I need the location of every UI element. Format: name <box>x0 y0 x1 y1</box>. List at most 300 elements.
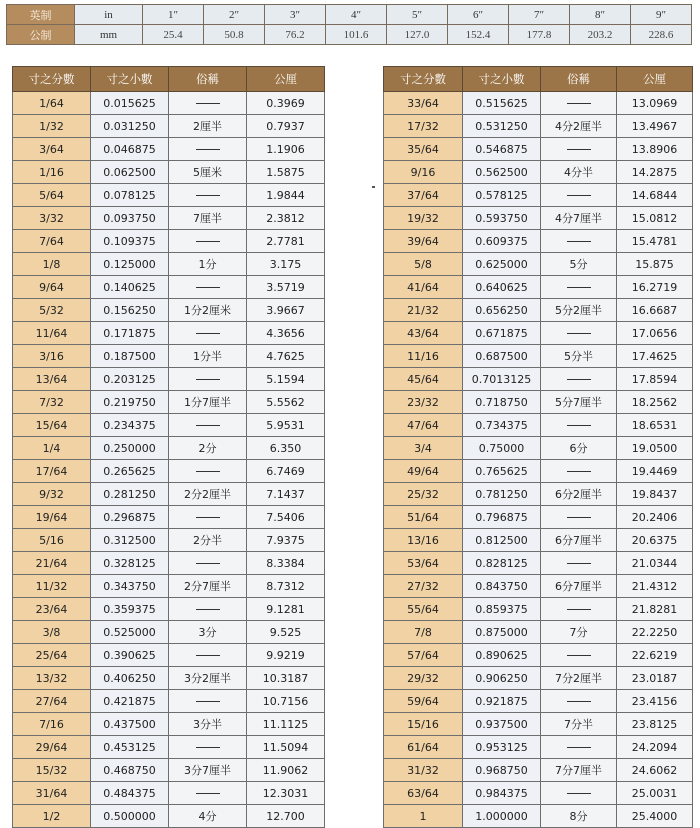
dash-mark <box>196 563 220 564</box>
common-name-cell: 1分 <box>169 253 247 276</box>
table-row <box>13 92 325 115</box>
decimal-cell: 0.906250 <box>463 667 541 690</box>
millimeter-cell: 8.7312 <box>247 575 325 598</box>
dash-mark <box>567 287 591 288</box>
fraction-cell: 1/8 <box>13 253 91 276</box>
dash-mark <box>196 471 220 472</box>
table-row <box>384 598 693 621</box>
mm-value: 76.2 <box>265 25 326 45</box>
table-row <box>384 299 693 322</box>
decimal-cell: 0.500000 <box>91 805 169 828</box>
table-row <box>384 506 693 529</box>
millimeter-cell: 18.6531 <box>617 414 693 437</box>
decimal-cell: 0.406250 <box>91 667 169 690</box>
fraction-cell: 43/64 <box>384 322 463 345</box>
common-name-cell <box>169 644 247 667</box>
fraction-cell: 25/64 <box>13 644 91 667</box>
stray-mark <box>372 186 375 188</box>
header-common-name: 俗稱 <box>541 67 617 92</box>
millimeter-cell: 23.4156 <box>617 690 693 713</box>
common-name-cell <box>169 276 247 299</box>
common-name-cell: 5分7厘半 <box>541 391 617 414</box>
common-name-cell: 7分2厘半 <box>541 667 617 690</box>
common-name-cell <box>169 690 247 713</box>
decimal-cell: 0.203125 <box>91 368 169 391</box>
fraction-cell: 15/64 <box>13 414 91 437</box>
decimal-cell: 0.921875 <box>463 690 541 713</box>
dash-mark <box>196 655 220 656</box>
table-row <box>384 529 693 552</box>
table-row <box>13 368 325 391</box>
fraction-cell: 11/32 <box>13 575 91 598</box>
common-name-cell: 1分2厘米 <box>169 299 247 322</box>
millimeter-cell: 11.9062 <box>247 759 325 782</box>
decimal-cell: 0.562500 <box>463 161 541 184</box>
decimal-cell: 0.281250 <box>91 483 169 506</box>
dash-mark <box>567 333 591 334</box>
common-name-cell: 6分 <box>541 437 617 460</box>
millimeter-cell: 7.5406 <box>247 506 325 529</box>
fraction-cell: 3/16 <box>13 345 91 368</box>
common-name-cell: 6分7厘半 <box>541 575 617 598</box>
millimeter-cell: 15.4781 <box>617 230 693 253</box>
decimal-cell: 0.515625 <box>463 92 541 115</box>
common-name-cell: 5厘米 <box>169 161 247 184</box>
fraction-cell: 33/64 <box>384 92 463 115</box>
decimal-cell: 0.312500 <box>91 529 169 552</box>
table-row <box>13 552 325 575</box>
fraction-cell: 21/32 <box>384 299 463 322</box>
millimeter-cell: 6.350 <box>247 437 325 460</box>
fraction-cell: 23/32 <box>384 391 463 414</box>
decimal-cell: 0.828125 <box>463 552 541 575</box>
millimeter-cell: 17.4625 <box>617 345 693 368</box>
millimeter-cell: 5.1594 <box>247 368 325 391</box>
millimeter-cell: 21.4312 <box>617 575 693 598</box>
decimal-cell: 0.937500 <box>463 713 541 736</box>
decimal-cell: 0.890625 <box>463 644 541 667</box>
fraction-cell: 5/8 <box>384 253 463 276</box>
dash-mark <box>567 241 591 242</box>
table-header-row <box>384 67 693 92</box>
decimal-cell: 0.343750 <box>91 575 169 598</box>
millimeter-cell: 19.0500 <box>617 437 693 460</box>
common-name-cell <box>541 552 617 575</box>
decimal-cell: 0.953125 <box>463 736 541 759</box>
common-name-cell: 5分半 <box>541 345 617 368</box>
header-millimeter: 公厘 <box>617 67 693 92</box>
millimeter-cell: 8.3384 <box>247 552 325 575</box>
millimeter-cell: 25.0031 <box>617 782 693 805</box>
table-row <box>384 460 693 483</box>
decimal-cell: 0.468750 <box>91 759 169 782</box>
table-row <box>13 644 325 667</box>
millimeter-cell: 7.1437 <box>247 483 325 506</box>
millimeter-cell: 2.7781 <box>247 230 325 253</box>
millimeter-cell: 24.6062 <box>617 759 693 782</box>
table-row <box>13 437 325 460</box>
table-row <box>13 345 325 368</box>
table-row <box>13 483 325 506</box>
fraction-cell: 17/64 <box>13 460 91 483</box>
common-name-cell <box>541 690 617 713</box>
fraction-cell: 17/32 <box>384 115 463 138</box>
inch-value: 4″ <box>326 5 387 25</box>
header-millimeter: 公厘 <box>247 67 325 92</box>
millimeter-cell: 21.8281 <box>617 598 693 621</box>
millimeter-cell: 13.0969 <box>617 92 693 115</box>
decimal-cell: 0.968750 <box>463 759 541 782</box>
decimal-cell: 0.625000 <box>463 253 541 276</box>
common-name-cell <box>169 138 247 161</box>
table-row <box>384 276 693 299</box>
table-row <box>384 759 693 782</box>
millimeter-cell: 25.4000 <box>617 805 693 828</box>
millimeter-cell: 24.2094 <box>617 736 693 759</box>
common-name-cell <box>541 322 617 345</box>
common-name-cell: 6分2厘半 <box>541 483 617 506</box>
dash-mark <box>567 195 591 196</box>
inch-value: 1″ <box>143 5 204 25</box>
common-name-cell: 2厘半 <box>169 115 247 138</box>
mm-value: 50.8 <box>204 25 265 45</box>
table-row <box>384 667 693 690</box>
millimeter-cell: 16.6687 <box>617 299 693 322</box>
dash-mark <box>196 149 220 150</box>
fraction-cell: 27/32 <box>384 575 463 598</box>
fraction-cell: 13/64 <box>13 368 91 391</box>
table-row <box>384 322 693 345</box>
millimeter-cell: 17.8594 <box>617 368 693 391</box>
fraction-cell: 9/32 <box>13 483 91 506</box>
decimal-cell: 0.265625 <box>91 460 169 483</box>
common-name-cell <box>169 506 247 529</box>
table-row <box>384 230 693 253</box>
inch-unit: in <box>75 5 143 25</box>
mm-value: 25.4 <box>143 25 204 45</box>
table-row <box>384 805 693 828</box>
fraction-cell: 37/64 <box>384 184 463 207</box>
common-name-cell <box>541 782 617 805</box>
fraction-cell: 63/64 <box>384 782 463 805</box>
fraction-cell: 27/64 <box>13 690 91 713</box>
fraction-cell: 7/16 <box>13 713 91 736</box>
decimal-cell: 0.7013125 <box>463 368 541 391</box>
inch-row <box>7 5 692 25</box>
decimal-cell: 0.296875 <box>91 506 169 529</box>
millimeter-cell: 5.5562 <box>247 391 325 414</box>
fraction-cell: 49/64 <box>384 460 463 483</box>
millimeter-cell: 9.1281 <box>247 598 325 621</box>
fraction-cell: 3/64 <box>13 138 91 161</box>
decimal-cell: 0.156250 <box>91 299 169 322</box>
header-decimal: 寸之小數 <box>463 67 541 92</box>
common-name-cell: 2分2厘半 <box>169 483 247 506</box>
common-name-cell <box>541 598 617 621</box>
decimal-cell: 0.359375 <box>91 598 169 621</box>
table-row <box>384 782 693 805</box>
millimeter-cell: 9.9219 <box>247 644 325 667</box>
decimal-cell: 0.671875 <box>463 322 541 345</box>
table-row <box>384 115 693 138</box>
millimeter-cell: 4.3656 <box>247 322 325 345</box>
table-row <box>384 690 693 713</box>
fraction-cell: 5/32 <box>13 299 91 322</box>
decimal-cell: 0.015625 <box>91 92 169 115</box>
millimeter-cell: 19.8437 <box>617 483 693 506</box>
millimeter-cell: 23.0187 <box>617 667 693 690</box>
millimeter-cell: 1.1906 <box>247 138 325 161</box>
dash-mark <box>567 103 591 104</box>
table-row <box>13 115 325 138</box>
decimal-cell: 0.812500 <box>463 529 541 552</box>
decimal-cell: 0.531250 <box>463 115 541 138</box>
table-row <box>13 598 325 621</box>
fraction-cell: 31/64 <box>13 782 91 805</box>
mm-value: 152.4 <box>448 25 509 45</box>
dash-mark <box>567 701 591 702</box>
dash-mark <box>196 333 220 334</box>
common-name-cell <box>541 414 617 437</box>
table-row <box>384 621 693 644</box>
common-name-cell: 1分7厘半 <box>169 391 247 414</box>
millimeter-cell: 2.3812 <box>247 207 325 230</box>
fraction-cell: 11/16 <box>384 345 463 368</box>
fraction-cell: 19/32 <box>384 207 463 230</box>
table-row <box>13 621 325 644</box>
fraction-cell: 57/64 <box>384 644 463 667</box>
dash-mark <box>196 241 220 242</box>
table-row <box>13 759 325 782</box>
common-name-cell <box>541 138 617 161</box>
common-name-cell <box>169 460 247 483</box>
common-name-cell: 7分7厘半 <box>541 759 617 782</box>
decimal-cell: 0.109375 <box>91 230 169 253</box>
fraction-cell: 53/64 <box>384 552 463 575</box>
decimal-cell: 0.078125 <box>91 184 169 207</box>
header-common-name: 俗稱 <box>169 67 247 92</box>
millimeter-cell: 3.175 <box>247 253 325 276</box>
table-row <box>13 805 325 828</box>
common-name-cell <box>169 322 247 345</box>
millimeter-cell: 19.4469 <box>617 460 693 483</box>
mm-value: 101.6 <box>326 25 387 45</box>
common-name-cell <box>541 644 617 667</box>
decimal-cell: 0.219750 <box>91 391 169 414</box>
millimeter-cell: 13.8906 <box>617 138 693 161</box>
header-decimal: 寸之小數 <box>91 67 169 92</box>
table-row <box>384 345 693 368</box>
common-name-cell: 3分2厘半 <box>169 667 247 690</box>
millimeter-cell: 22.2250 <box>617 621 693 644</box>
millimeter-cell: 4.7625 <box>247 345 325 368</box>
decimal-cell: 0.640625 <box>463 276 541 299</box>
metric-unit: mm <box>75 25 143 45</box>
table-row <box>384 391 693 414</box>
fraction-cell: 3/4 <box>384 437 463 460</box>
table-row <box>384 207 693 230</box>
dash-mark <box>567 471 591 472</box>
table-row <box>384 552 693 575</box>
fraction-table-right <box>383 66 693 828</box>
fraction-cell: 55/64 <box>384 598 463 621</box>
decimal-cell: 0.765625 <box>463 460 541 483</box>
decimal-cell: 0.843750 <box>463 575 541 598</box>
common-name-cell <box>169 368 247 391</box>
millimeter-cell: 3.5719 <box>247 276 325 299</box>
common-name-cell: 4分半 <box>541 161 617 184</box>
mm-value: 228.6 <box>631 25 692 45</box>
dash-mark <box>567 609 591 610</box>
dash-mark <box>567 793 591 794</box>
decimal-cell: 0.875000 <box>463 621 541 644</box>
table-row <box>384 414 693 437</box>
table-row <box>384 368 693 391</box>
common-name-cell: 3分7厘半 <box>169 759 247 782</box>
metric-row <box>7 25 692 45</box>
decimal-cell: 0.031250 <box>91 115 169 138</box>
millimeter-cell: 0.7937 <box>247 115 325 138</box>
table-row <box>13 230 325 253</box>
fraction-cell: 39/64 <box>384 230 463 253</box>
decimal-cell: 0.859375 <box>463 598 541 621</box>
inch-value: 2″ <box>204 5 265 25</box>
table-row <box>384 437 693 460</box>
common-name-cell <box>541 276 617 299</box>
fraction-cell: 29/64 <box>13 736 91 759</box>
common-name-cell <box>541 184 617 207</box>
fraction-cell: 9/64 <box>13 276 91 299</box>
table-row <box>384 184 693 207</box>
millimeter-cell: 20.6375 <box>617 529 693 552</box>
common-name-cell <box>541 230 617 253</box>
table-row <box>384 713 693 736</box>
decimal-cell: 0.525000 <box>91 621 169 644</box>
fraction-cell: 1/2 <box>13 805 91 828</box>
common-name-cell: 3分 <box>169 621 247 644</box>
common-name-cell <box>169 414 247 437</box>
decimal-cell: 0.328125 <box>91 552 169 575</box>
table-row <box>13 161 325 184</box>
mm-value: 127.0 <box>387 25 448 45</box>
decimal-cell: 0.171875 <box>91 322 169 345</box>
decimal-cell: 0.437500 <box>91 713 169 736</box>
fraction-cell: 1/4 <box>13 437 91 460</box>
header-fraction: 寸之分數 <box>13 67 91 92</box>
decimal-cell: 0.656250 <box>463 299 541 322</box>
millimeter-cell: 22.6219 <box>617 644 693 667</box>
common-name-cell: 5分2厘半 <box>541 299 617 322</box>
common-name-cell: 5分 <box>541 253 617 276</box>
dash-mark <box>567 517 591 518</box>
decimal-cell: 0.453125 <box>91 736 169 759</box>
dash-mark <box>196 701 220 702</box>
decimal-cell: 0.187500 <box>91 345 169 368</box>
common-name-cell: 8分 <box>541 805 617 828</box>
common-name-cell <box>169 782 247 805</box>
table-row <box>13 299 325 322</box>
millimeter-cell: 23.8125 <box>617 713 693 736</box>
fraction-cell: 1 <box>384 805 463 828</box>
table-row <box>13 667 325 690</box>
table-row <box>13 414 325 437</box>
decimal-cell: 0.593750 <box>463 207 541 230</box>
common-name-cell <box>541 506 617 529</box>
dash-mark <box>196 793 220 794</box>
table-row <box>13 207 325 230</box>
millimeter-cell: 17.0656 <box>617 322 693 345</box>
table-row <box>384 161 693 184</box>
fraction-cell: 13/32 <box>13 667 91 690</box>
decimal-cell: 0.125000 <box>91 253 169 276</box>
fraction-cell: 35/64 <box>384 138 463 161</box>
millimeter-cell: 10.7156 <box>247 690 325 713</box>
table-row <box>13 253 325 276</box>
millimeter-cell: 6.7469 <box>247 460 325 483</box>
table-row <box>13 713 325 736</box>
common-name-cell: 7分半 <box>541 713 617 736</box>
fraction-cell: 13/16 <box>384 529 463 552</box>
decimal-cell: 0.421875 <box>91 690 169 713</box>
millimeter-cell: 0.3969 <box>247 92 325 115</box>
decimal-cell: 0.781250 <box>463 483 541 506</box>
millimeter-cell: 11.1125 <box>247 713 325 736</box>
millimeter-cell: 10.3187 <box>247 667 325 690</box>
millimeter-cell: 12.700 <box>247 805 325 828</box>
fraction-cell: 15/16 <box>384 713 463 736</box>
decimal-cell: 0.062500 <box>91 161 169 184</box>
fraction-cell: 3/32 <box>13 207 91 230</box>
common-name-cell: 3分半 <box>169 713 247 736</box>
dash-mark <box>567 379 591 380</box>
table-row <box>13 138 325 161</box>
decimal-cell: 0.484375 <box>91 782 169 805</box>
common-name-cell <box>541 92 617 115</box>
common-name-cell: 2分7厘半 <box>169 575 247 598</box>
common-name-cell <box>169 184 247 207</box>
metric-label: 公制 <box>7 25 75 45</box>
millimeter-cell: 11.5094 <box>247 736 325 759</box>
decimal-cell: 0.687500 <box>463 345 541 368</box>
dash-mark <box>196 379 220 380</box>
common-name-cell: 2分半 <box>169 529 247 552</box>
dash-mark <box>196 517 220 518</box>
common-name-cell: 7分 <box>541 621 617 644</box>
table-row <box>384 575 693 598</box>
dash-mark <box>196 195 220 196</box>
fraction-cell: 25/32 <box>384 483 463 506</box>
millimeter-cell: 1.9844 <box>247 184 325 207</box>
millimeter-cell: 7.9375 <box>247 529 325 552</box>
common-name-cell <box>541 368 617 391</box>
decimal-cell: 0.093750 <box>91 207 169 230</box>
fraction-cell: 41/64 <box>384 276 463 299</box>
inch-label: 英制 <box>7 5 75 25</box>
millimeter-cell: 21.0344 <box>617 552 693 575</box>
table-row <box>13 184 325 207</box>
fraction-cell: 7/32 <box>13 391 91 414</box>
table-row <box>384 92 693 115</box>
fraction-cell: 1/16 <box>13 161 91 184</box>
decimal-cell: 0.390625 <box>91 644 169 667</box>
mm-value: 177.8 <box>509 25 570 45</box>
common-name-cell <box>541 460 617 483</box>
table-row <box>13 391 325 414</box>
table-row <box>13 782 325 805</box>
inch-value: 9″ <box>631 5 692 25</box>
fraction-cell: 15/32 <box>13 759 91 782</box>
dash-mark <box>567 149 591 150</box>
